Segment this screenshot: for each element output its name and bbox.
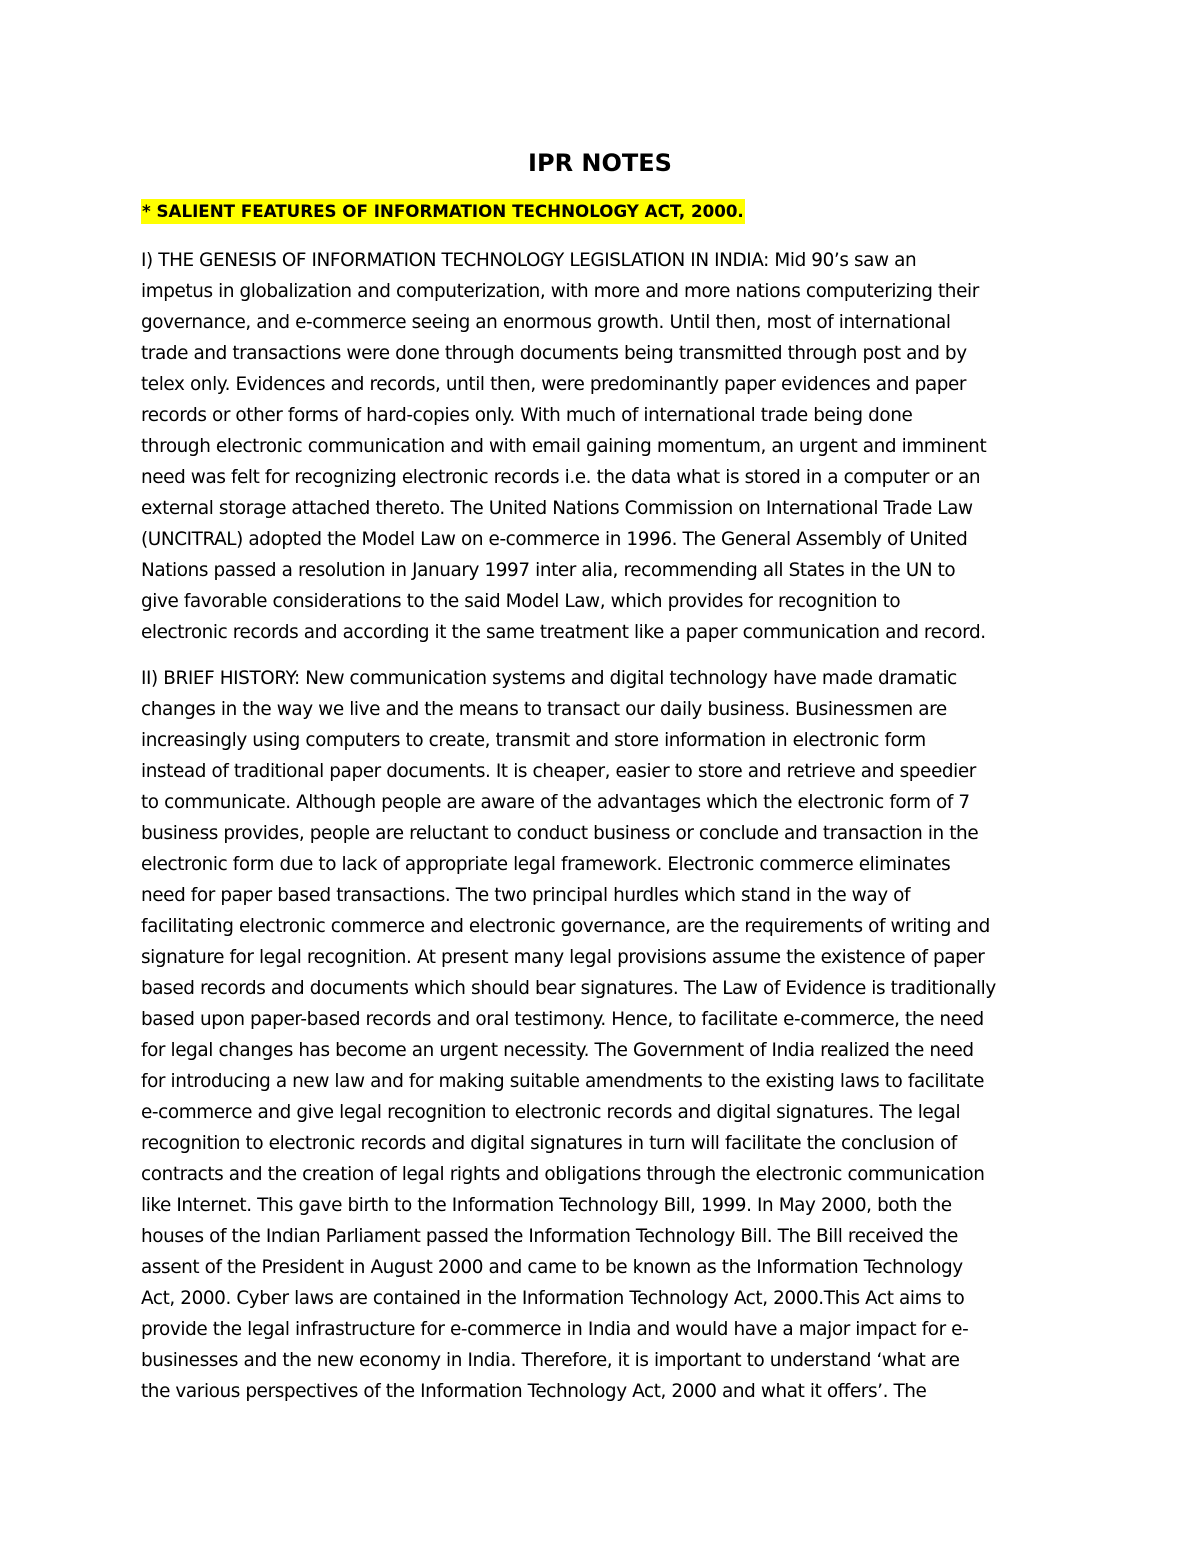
text-line: changes in the way we live and the means to transact our daily business. Businessmen are [141, 699, 947, 720]
text-line: need was felt for recognizing electronic records i.e. the data what is stored in a computer or an [141, 467, 981, 488]
text-line: businesses and the new economy in India. Therefore, it is important to understand ‘what are [141, 1350, 960, 1371]
text-line: telex only. Evidences and records, until then, were predominantly paper evidences and paper [141, 374, 967, 395]
text-line: e-commerce and give legal recognition to electronic records and digital signatures. The legal [141, 1102, 961, 1123]
text-line: instead of traditional paper documents. It is cheaper, easier to store and retrieve and speedier [141, 761, 976, 782]
text-line: give favorable considerations to the said Model Law, which provides for recognition to [141, 591, 901, 612]
text-line: signature for legal recognition. At present many legal provisions assume the existence of paper [141, 947, 985, 968]
text-line: Nations passed a resolution in January 1997 inter alia, recommending all States in the UN to [141, 560, 956, 581]
text-line: governance, and e-commerce seeing an enormous growth. Until then, most of international [141, 312, 951, 333]
text-line: based upon paper-based records and oral testimony. Hence, to facilitate e-commerce, the need [141, 1009, 984, 1030]
text-line: houses of the Indian Parliament passed the Information Technology Bill. The Bill received the [141, 1226, 958, 1247]
text-line: increasingly using computers to create, transmit and store information in electronic form [141, 730, 926, 751]
text-line: I) THE GENESIS OF INFORMATION TECHNOLOGY LEGISLATION IN INDIA: Mid 90’s saw an [141, 250, 917, 271]
text-line: for legal changes has become an urgent necessity. The Government of India realized the need [141, 1040, 974, 1061]
text-line: for introducing a new law and for making suitable amendments to the existing laws to facilitate [141, 1071, 985, 1092]
text-line: to communicate. Although people are aware of the advantages which the electronic form of 7 [141, 792, 970, 813]
text-line: assent of the President in August 2000 and came to be known as the Information Technology [141, 1257, 963, 1278]
text-line: Act, 2000. Cyber laws are contained in the Information Technology Act, 2000.This Act aims to [141, 1288, 965, 1309]
text-line: II) BRIEF HISTORY: New communication systems and digital technology have made dramatic [141, 668, 957, 689]
text-line: need for paper based transactions. The two principal hurdles which stand in the way of [141, 885, 911, 906]
text-line: contracts and the creation of legal rights and obligations through the electronic communication [141, 1164, 985, 1185]
paragraph-genesis [141, 245, 1101, 648]
text-line: trade and transactions were done through documents being transmitted through post and by [141, 343, 967, 364]
text-line: based records and documents which should bear signatures. The Law of Evidence is traditionally [141, 978, 996, 999]
text-line: (UNCITRAL) adopted the Model Law on e-commerce in 1996. The General Assembly of United [141, 529, 968, 550]
text-line: external storage attached thereto. The United Nations Commission on International Trade Law [141, 498, 973, 519]
text-line: like Internet. This gave birth to the Information Technology Bill, 1999. In May 2000, both the [141, 1195, 952, 1216]
page-title: IPR NOTES [528, 149, 672, 177]
text-line: provide the legal infrastructure for e-commerce in India and would have a major impact for e- [141, 1319, 969, 1340]
paragraph-brief-history [141, 663, 1101, 1407]
text-line: electronic records and according it the same treatment like a paper communication and record. [141, 622, 986, 643]
text-line: electronic form due to lack of appropriate legal framework. Electronic commerce eliminates [141, 854, 951, 875]
text-line: through electronic communication and with email gaining momentum, an urgent and imminent [141, 436, 987, 457]
text-line: recognition to electronic records and digital signatures in turn will facilitate the conclusion of [141, 1133, 957, 1154]
text-line: records or other forms of hard-copies only. With much of international trade being done [141, 405, 913, 426]
section-heading-highlighted: * SALIENT FEATURES OF INFORMATION TECHNOLOGY ACT, 2000. [141, 199, 745, 224]
text-line: the various perspectives of the Information Technology Act, 2000 and what it offers’. The [141, 1381, 927, 1402]
text-line: business provides, people are reluctant to conduct business or conclude and transaction in the [141, 823, 979, 844]
text-line: facilitating electronic commerce and electronic governance, are the requirements of writing and [141, 916, 990, 937]
text-line: impetus in globalization and computerization, with more and more nations computerizing their [141, 281, 979, 302]
